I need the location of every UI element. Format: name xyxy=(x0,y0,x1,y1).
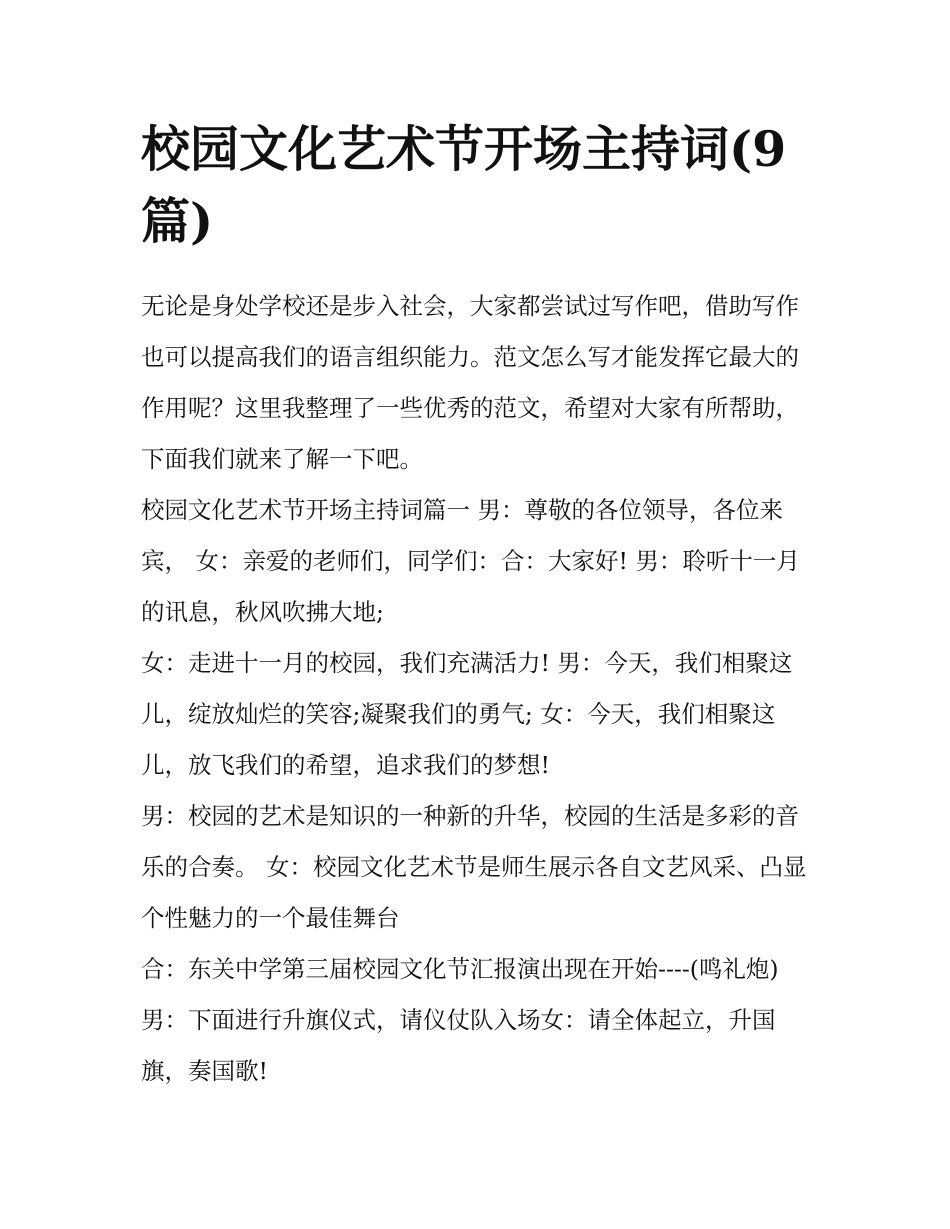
paragraph-art-stage: 男：校园的艺术是知识的一种新的升华，校园的生活是多彩的音乐的合奏。 女：校园文化艺术节是师生展示各自文艺风采、凸显个性魅力的一个最佳舞台 xyxy=(141,802,807,932)
paragraph-gathering: 女：走进十一月的校园，我们充满活力! 男：今天，我们相聚这儿，绽放灿烂的笑容;凝聚我们的勇气; 女：今天，我们相聚这儿，放飞我们的希望，追求我们的梦想! xyxy=(141,649,793,779)
document-page xyxy=(141,0,813,1229)
document-body xyxy=(141,281,813,1097)
paragraph-ceremony-start: 合：东关中学第三届校园文化节汇报演出现在开始----(鸣礼炮) 男：下面进行升旗仪式，请仪仗队入场女：请全体起立，升国旗，奏国歌! xyxy=(141,955,779,1085)
paragraph-intro: 无论是身处学校还是步入社会，大家都尝试过写作吧，借助写作也可以提高我们的语言组织能力。范文怎么写才能发挥它最大的作用呢？这里我整理了一些优秀的范文，希望对大家有所帮助，下面我们就来了解一下吧。 xyxy=(141,292,799,473)
document-title: 校园文化艺术节开场主持词(9篇) xyxy=(141,120,787,250)
paragraph-opening-greeting: 校园文化艺术节开场主持词篇一 男：尊敬的各位领导，各位来宾， 女：亲爱的老师们，同学们：合：大家好! 男：聆听十一月的讯息，秋风吹拂大地; xyxy=(141,496,800,626)
